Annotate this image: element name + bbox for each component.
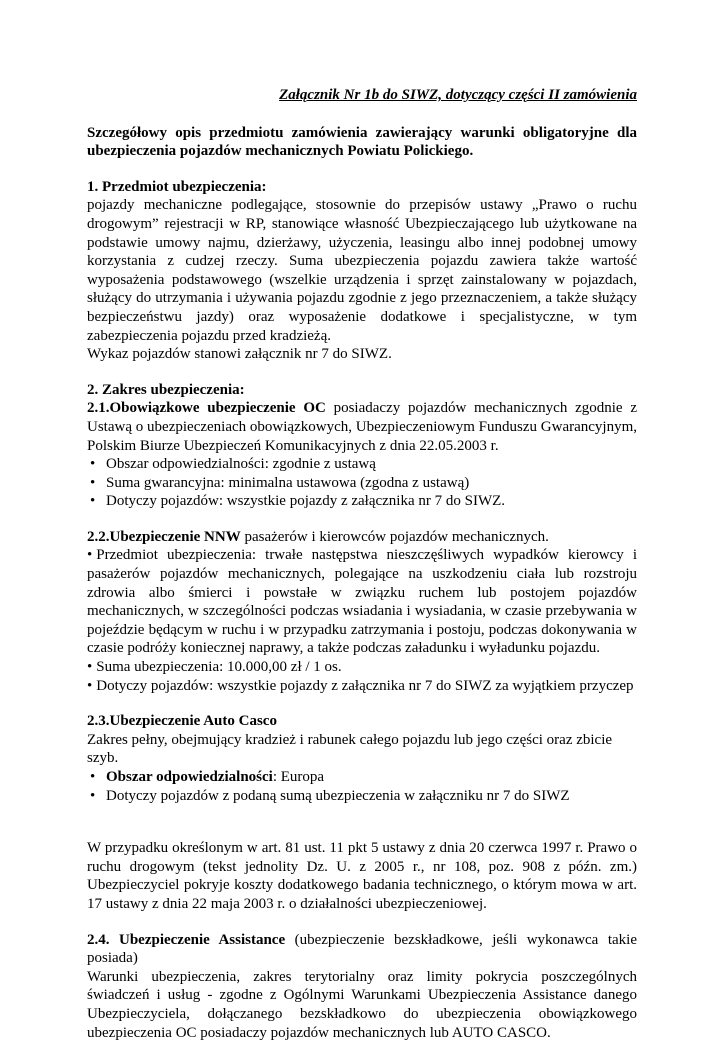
ac-bullet-applies: • Dotyczy pojazdów z podaną sumą ubezpieczenia w załączniku nr 7 do SIWZ	[87, 787, 637, 806]
ac-text: Zakres pełny, obejmujący kradzież i rabunek całego pojazdu lub jego części oraz zbicie szyb.	[87, 731, 613, 767]
section-2-title: 2. Zakres ubezpieczenia:	[87, 381, 245, 398]
ac-area-value: : Europa	[272, 769, 325, 785]
oc-paragraph	[87, 399, 637, 455]
nnw-applies: • Dotyczy pojazdów: wszystkie pojazdy z załącznika nr 7 do SIWZ za wyjątkiem przyczep	[87, 677, 637, 696]
assistance-title-rest: (ubezpieczenie bezskładkowe, jeśli wykonawca takie posiada)	[87, 931, 637, 967]
oc-title: 2.1.Obowiązkowe ubezpieczenie OC	[87, 400, 326, 417]
assistance-title: 2.4. Ubezpieczenie Assistance	[87, 931, 286, 948]
ac-bullet-list	[87, 768, 637, 805]
ac-area-label: Obszar odpowiedzialności	[106, 769, 273, 785]
oc-text: posiadaczy pojazdów mechanicznych zgodnie z Ustawą o ubezpieczeniach obowiązkowych, Ubezpieczeniowym Funduszu Gwarancyjnym, Polskim Biurze Ubezpieczeń Komunikacyjnych z dnia 22.05.2003 r.	[87, 400, 637, 454]
nnw-title-rest: pasażerów i kierowców pojazdów mechanicznych.	[240, 528, 549, 545]
section-subject	[87, 178, 637, 364]
nnw-title: 2.2.Ubezpieczenie NNW	[87, 528, 241, 545]
assistance-heading	[87, 931, 637, 968]
ac-title: 2.3.Ubezpieczenie Auto Casco	[87, 713, 277, 730]
oc-bullet: • Dotyczy pojazdów: wszystkie pojazdy z załącznika nr 7 do SIWZ.	[87, 492, 637, 511]
annex-title: Załącznik Nr 1b do SIWZ, dotyczący części II zamówienia	[279, 87, 637, 103]
section-1-text: pojazdy mechaniczne podlegające, stosownie do przepisów ustawy „Prawo o ruchu drogowym” rejestracji w RP, stanowiące własność Ubezpieczającego lub użytkowane na podstawie umowy najmu, dzierżawy, użyczenia, leasingu albo innej podobnej umowy korzystania z cudzej rzeczy. Suma ubezpieczenia pojazdu zawiera także wartość wyposażenia podstawowego (wszelkie urządzenia i sprzęt zainstalowany w pojazdach, służący do utrzymania i używania pojazdu zgodnie z jego przeznaczeniem, a także służący bezpieczeństwu jazdy) oraz wyposażenie dodatkowe i specjalistyczne, w tym zabezpieczenia pojazdu przed kradzieżą.	[87, 197, 637, 344]
nnw-sum: • Suma ubezpieczenia: 10.000,00 zł / 1 os.	[87, 658, 637, 677]
section-1-note: Wykaz pojazdów stanowi załącznik nr 7 do SIWZ.	[87, 346, 392, 363]
assistance-text: Warunki ubezpieczenia, zakres terytorialny oraz limity pokrycia poszczególnych świadczeń i usług - zgodne z Ogólnymi Warunkami Ubezpieczenia Assistance danego Ubezpieczyciela, dołączanego bezskładkowo do ubezpieczenia obowiązkowego ubezpieczenia OC posiadaczy pojazdów mechanicznych lub AUTO CASCO.	[87, 968, 637, 1041]
oc-bullet-list	[87, 455, 637, 511]
nnw-heading	[87, 528, 637, 547]
document-heading: Szczegółowy opis przedmiotu zamówienia zawierający warunki obligatoryjne dla ubezpieczenia pojazdów mechanicznych Powiatu Polickiego.	[87, 124, 637, 160]
ac-technical-inspection-paragraph: W przypadku określonym w art. 81 ust. 11 pkt 5 ustawy z dnia 20 czerwca 1997 r. Prawo o ruchu drogowym (tekst jednolity Dz. U. z 2005 r., nr 108, poz. 908 z późn. zm.) Ubezpieczyciel pokryje koszty dodatkowego badania technicznego, o którym mowa w art. 17 ustawy z dnia 22 maja 2003 r. o działalności ubezpieczeniowej.	[87, 840, 637, 912]
section-scope	[87, 381, 637, 1042]
section-1-title: 1. Przedmiot ubezpieczenia:	[87, 178, 267, 195]
ac-bullet-area	[87, 768, 637, 787]
nnw-text: • Przedmiot ubezpieczenia: trwałe następstwa nieszczęśliwych wypadków kierowcy i pasażerów pojazdów mechanicznych, polegające na uszkodzeniu ciała lub rozstroju zdrowia albo śmierci i powstałe w związku ruchem lub postojem pojazdów mechanicznych, w szczególności podczas wsiadania i wysiadania, w czasie przebywania w pojeździe będącym w ruchu i w przypadku zatrzymania i postoju, podczas dokonywania w czasie podróży koniecznej naprawy, a także podczas załadunku i wyładunku pojazdu.	[87, 546, 637, 658]
oc-bullet: • Obszar odpowiedzialności: zgodnie z ustawą	[87, 455, 637, 474]
oc-bullet: • Suma gwarancyjna: minimalna ustawowa (zgodna z ustawą)	[87, 474, 637, 493]
